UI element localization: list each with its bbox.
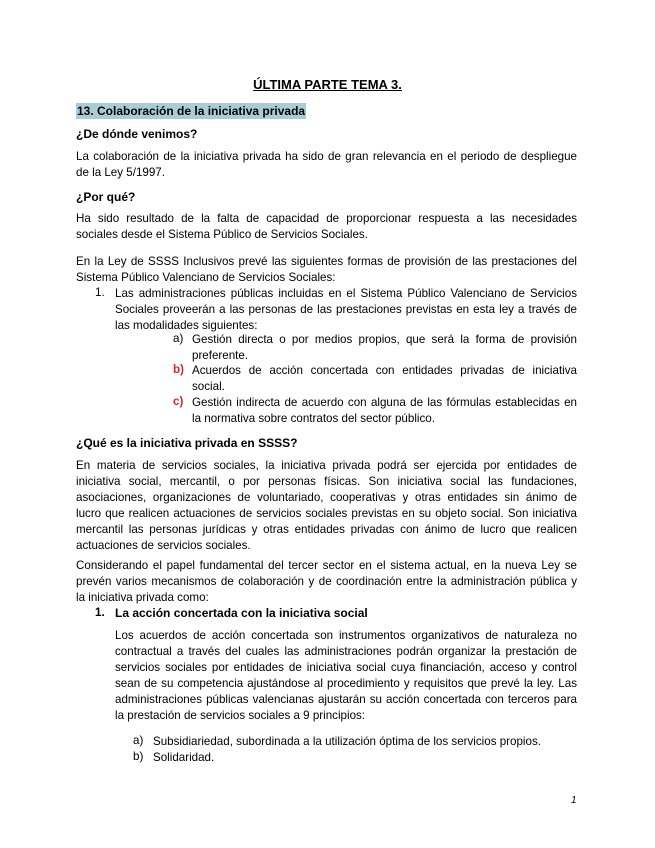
text-line: administraciones públicas valencianas ajustarán su acción concertada con terceros para bbox=[115, 693, 577, 706]
paragraph-1 bbox=[76, 149, 577, 181]
page-title: ÚLTIMA PARTE TEMA 3. bbox=[253, 77, 402, 92]
text-line: Gestión directa o por medios propios, que será la forma de provisión bbox=[192, 333, 577, 346]
sublist-marker-a: a) bbox=[173, 332, 184, 345]
heading-por-que: ¿Por qué? bbox=[76, 190, 136, 204]
text-line: sociales desde el Sistema Público de Servicios Sociales. bbox=[76, 228, 368, 241]
text-line: lucro que realicen actuaciones de servicios sociales previstas en su objeto social. Son iniciativa bbox=[76, 507, 577, 520]
text-line: las modalidades siguientes: bbox=[115, 319, 258, 332]
list2-sub-marker-a: a) bbox=[133, 734, 144, 747]
heading-que-es-iniciativa-privada: ¿Qué es la iniciativa privada en SSSS? bbox=[76, 436, 298, 450]
sublist-item-c bbox=[192, 395, 577, 427]
heading-de-donde-venimos: ¿De dónde venimos? bbox=[76, 127, 198, 141]
text-line: En la Ley de SSSS Inclusivos prevé las siguientes formas de provisión de las prestaciones del bbox=[76, 255, 577, 268]
text-line: La colaboración de la iniciativa privada ha sido de gran relevancia en el periodo de despliegue bbox=[76, 150, 577, 163]
text-line: social. bbox=[192, 380, 225, 393]
sublist-marker-c: c) bbox=[173, 395, 184, 408]
text-line: de la Ley 5/1997. bbox=[76, 166, 165, 179]
paragraph-2 bbox=[76, 211, 577, 243]
section-heading: 13. Colaboración de la iniciativa privada bbox=[77, 104, 306, 118]
text-line: servicios sociales por entidades de iniciativa social cuya financiación, acceso y control bbox=[115, 661, 577, 674]
text-line: Sistema Público Valenciano de Servicios Sociales: bbox=[76, 271, 336, 284]
text-line: contractual a través del cuales las administraciones podrán organizar la prestación de bbox=[115, 645, 577, 658]
text-line: la iniciativa privada como: bbox=[76, 591, 209, 604]
text-line: asociaciones, organizaciones de voluntariado, cooperativas y otras entidades sin ánimo de bbox=[76, 491, 577, 504]
text-line: la normativa sobre contratos del sector público. bbox=[192, 412, 435, 425]
text-line: Los acuerdos de acción concertada son instrumentos organizativos de naturaleza no bbox=[115, 629, 577, 642]
paragraph-5 bbox=[76, 558, 577, 606]
text-line: actuaciones de servicios sociales. bbox=[76, 539, 251, 552]
text-line: Sociales proveerán a las personas de las prestaciones previstas en esta ley a través de bbox=[115, 303, 577, 316]
list2-sub-item-b: Solidaridad. bbox=[153, 751, 215, 764]
text-line: la prestación de servicios sociales a 9 principios: bbox=[115, 709, 366, 722]
list2-sub-item-a: Subsidiariedad, subordinada a la utilización óptima de los servicios propios. bbox=[153, 735, 541, 748]
sublist-item-a bbox=[192, 332, 577, 364]
page-number: 1 bbox=[571, 795, 577, 806]
list-marker: 1. bbox=[95, 286, 105, 299]
list2-sub-marker-b: b) bbox=[133, 750, 144, 763]
paragraph-4 bbox=[76, 458, 577, 554]
text-line: sean de su competencia ajustándose al procedimiento y requisitos que prevé la ley. Las bbox=[115, 677, 577, 690]
text-line: prevén varios mecanismos de colaboración y de coordinación entre la administración pública y bbox=[76, 575, 577, 588]
text-line: Acuerdos de acción concertada con entidades privadas de iniciativa bbox=[192, 364, 577, 377]
sublist-marker-b: b) bbox=[173, 363, 184, 376]
sublist-item-b bbox=[192, 363, 577, 395]
text-line: Gestión indirecta de acuerdo con alguna de las fórmulas establecidas en bbox=[192, 396, 577, 409]
text-line: Considerando el papel fundamental del tercer sector en el sistema actual, en la nueva Ley se bbox=[76, 559, 577, 572]
list2-heading: La acción concertada con la iniciativa social bbox=[115, 606, 368, 620]
text-line: Las administraciones públicas incluidas en el Sistema Público Valenciano de Servicios bbox=[115, 287, 577, 300]
text-line: iniciativa social, mercantil, o por personas físicas. Son iniciativa social las fundaciones, bbox=[76, 475, 577, 488]
text-line: Ha sido resultado de la falta de capacidad de proporcionar respuesta a las necesidades bbox=[76, 212, 577, 225]
list-item-1 bbox=[115, 286, 577, 334]
text-line: preferente. bbox=[192, 349, 249, 362]
list2-marker: 1. bbox=[95, 606, 105, 619]
text-line: mercantil las personas jurídicas y otras entidades privadas con ánimo de lucro que realicen bbox=[76, 523, 577, 536]
list2-paragraph bbox=[115, 628, 577, 724]
paragraph-3 bbox=[76, 254, 577, 286]
text-line: En materia de servicios sociales, la iniciativa privada podrá ser ejercida por entidades de bbox=[76, 459, 577, 472]
